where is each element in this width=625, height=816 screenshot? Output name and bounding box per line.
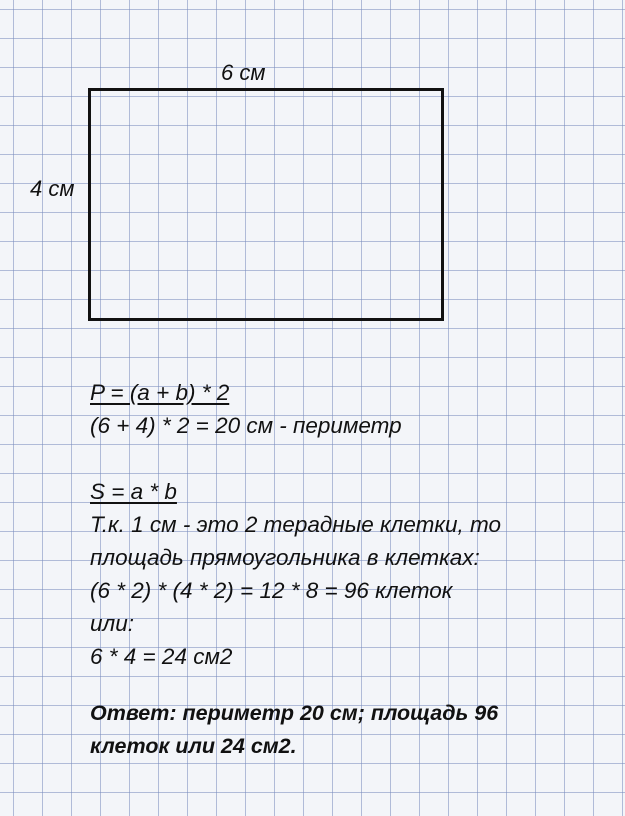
cells-calculation: (6 * 2) * (4 * 2) = 12 * 8 = 96 клеток <box>90 578 453 603</box>
area-calculation: 6 * 4 = 24 см2 <box>90 644 233 669</box>
answer-block <box>90 697 610 763</box>
perimeter-formula: P = (a + b) * 2 <box>90 380 230 405</box>
area-formula: S = a * b <box>90 479 177 504</box>
height-label: 4 см <box>30 176 75 201</box>
note-line-1: Т.к. 1 см - это 2 терадные клетки, то <box>90 512 502 537</box>
answer-line-2: клеток или 24 см2. <box>90 734 297 758</box>
spacer <box>90 442 610 475</box>
rectangle-figure <box>88 88 444 321</box>
solution-block <box>90 376 610 673</box>
answer-line-1: Ответ: периметр 20 см; площадь 96 <box>90 701 499 725</box>
note-line-2: площадь прямоугольника в клетках: <box>90 545 480 570</box>
or-word: или: <box>90 611 134 636</box>
perimeter-calculation: (6 + 4) * 2 = 20 см - периметр <box>90 413 402 438</box>
width-label: 6 см <box>221 60 266 85</box>
